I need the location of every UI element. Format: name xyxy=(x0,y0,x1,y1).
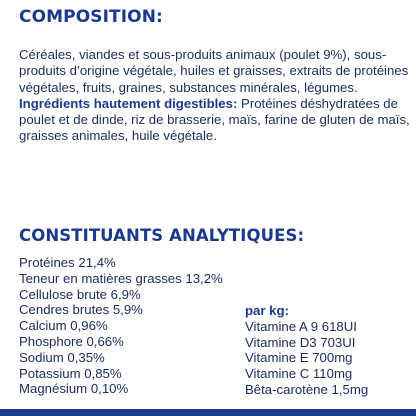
constituent-item: Phosphore 0,66% xyxy=(19,333,124,349)
vitamin-item: Vitamine E 700mg xyxy=(245,350,353,366)
vitamin-item: Bêta-carotène 1,5mg xyxy=(245,381,369,397)
vitamin-item: Vitamine D3 703UI xyxy=(245,334,356,350)
constituent-item: Teneur en matières grasses 13,2% xyxy=(19,270,223,286)
per-kg-title: par kg: xyxy=(245,303,289,318)
vitamin-item: Vitamine A 9 618UI xyxy=(245,318,357,334)
constituent-item: Protéines 21,4% xyxy=(19,255,116,270)
constituent-item: Cendres brutes 5,9% xyxy=(19,302,143,318)
per-kg-list xyxy=(245,303,368,398)
digestible-ingredients: Protéines déshydratées de poulet et de dinde, riz de brasserie, maïs, farine de gluten de maïs, graisses animales, huile végétale. xyxy=(19,95,410,144)
digestible-label: Ingrédients hautement digestibles: xyxy=(19,95,238,111)
constituent-item: Sodium 0,35% xyxy=(19,349,105,365)
composition-text xyxy=(19,47,411,145)
composition-ingredients: Céréales, viandes et sous-produits animaux (poulet 9%), sous-produits d’origine végétale, huiles et graisses, extraits de protéines végétales, fruits, graines, substances minérales, légumes. xyxy=(19,47,409,95)
vitamin-item: Vitamine C 110mg xyxy=(245,366,353,382)
constituents-heading: CONSTITUANTS ANALYTIQUES: xyxy=(19,226,305,245)
constituent-item: Calcium 0,96% xyxy=(19,318,108,334)
constituents-list xyxy=(19,255,223,397)
constituent-item: Cellulose brute 6,9% xyxy=(19,286,141,302)
composition-heading: COMPOSITION: xyxy=(19,7,163,27)
constituent-item: Magnésium 0,10% xyxy=(19,381,129,397)
constituent-item: Potassium 0,85% xyxy=(19,365,122,381)
bottom-color-band xyxy=(0,409,416,416)
